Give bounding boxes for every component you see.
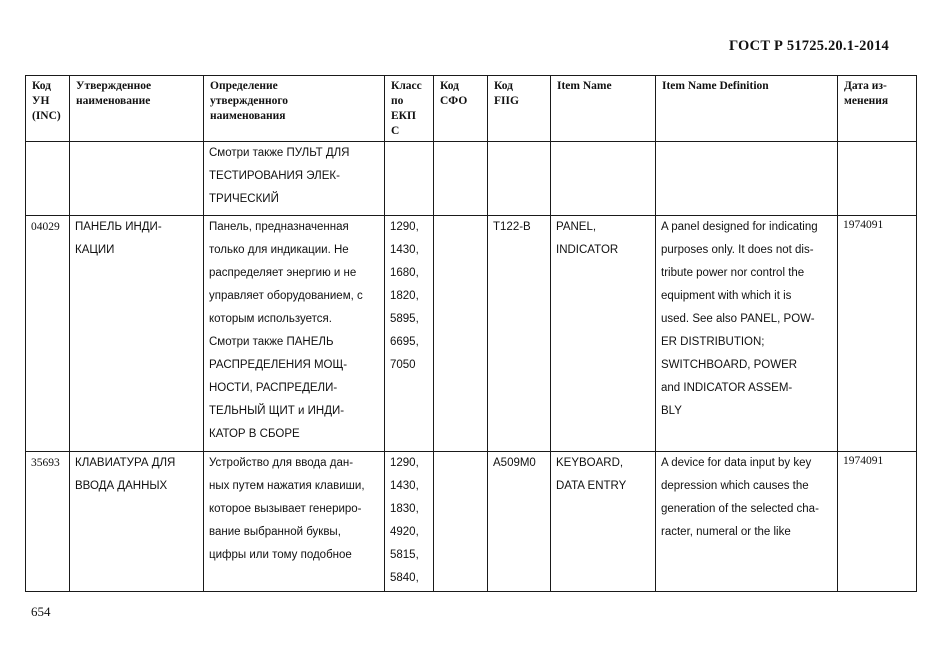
cell-text-line: КАЦИИ	[75, 244, 115, 256]
cell-text-line: depression which causes the	[661, 480, 809, 492]
cell-text-line: 1974091	[843, 219, 884, 231]
cell-text-line: наименования	[210, 110, 286, 122]
cell-text-line: purposes only. It does not dis-	[661, 244, 814, 256]
cell-text-line: 04029	[31, 221, 60, 233]
cell-text-line: по	[391, 95, 404, 107]
cell-text-line: цифры или тому подобное	[209, 549, 352, 561]
cell-item-definition	[656, 452, 838, 592]
cell-text-line: менения	[844, 95, 889, 107]
cell-text-line: 1430,	[390, 480, 419, 492]
cell-text-line: ER DISTRIBUTION;	[661, 336, 765, 348]
cell-text-line: 1820,	[390, 290, 419, 302]
cell-text-line: Код	[32, 80, 52, 92]
cell-classes	[385, 452, 434, 592]
cell-text-line: Смотри также ПАНЕЛЬ	[209, 336, 334, 348]
cell-text-line: SWITCHBOARD, POWER	[661, 359, 798, 371]
cell-text-line: equipment with which it is	[661, 290, 792, 302]
cell-item-definition	[656, 142, 838, 216]
cell-text-line: наименование	[76, 95, 151, 107]
cell-text-line: Смотри также ПУЛЬТ ДЛЯ	[209, 147, 350, 159]
cell-text-line: 1974091	[843, 455, 884, 467]
cell-text-line: которое вызывает генериро-	[209, 503, 362, 515]
cell-text-line: Дата из-	[844, 80, 887, 92]
cell-text-line: распределяет энергию и не	[209, 267, 357, 279]
cell-text-line: КАТОР В СБОРЕ	[209, 428, 300, 440]
cell-text-line: 1290,	[390, 221, 419, 233]
cell-fiig	[488, 216, 551, 452]
cell-code	[26, 142, 70, 216]
cell-text-line: A device for data input by key	[661, 457, 812, 469]
cell-text-line: PANEL,	[556, 221, 597, 233]
table-row	[26, 452, 917, 592]
cell-fiig	[488, 142, 551, 216]
cell-classes	[385, 216, 434, 452]
cell-text-line: DATA ENTRY	[556, 480, 627, 492]
cell-text-line: ТЕСТИРОВАНИЯ ЭЛЕК-	[209, 170, 340, 182]
cell-name	[70, 142, 204, 216]
col-header-class	[385, 76, 434, 142]
cell-text-line: generation of the selected cha-	[661, 503, 819, 515]
cell-text-line: KEYBOARD,	[556, 457, 624, 469]
cell-text-line: Код	[494, 80, 514, 92]
cell-text-line: 35693	[31, 457, 60, 469]
cell-text-line: Определение	[210, 80, 278, 92]
cell-text-line: FIIG	[494, 95, 519, 107]
cell-text-line: 1290,	[390, 457, 419, 469]
cell-text-line: утвержденного	[210, 95, 289, 107]
terms-table	[25, 75, 917, 592]
cell-fiig	[488, 452, 551, 592]
cell-text-line: НОСТИ, РАСПРЕДЕЛИ-	[209, 382, 338, 394]
cell-text-line: 5815,	[390, 549, 419, 561]
cell-text-line: tribute power nor control the	[661, 267, 805, 279]
cell-text-line: INDICATOR	[556, 244, 619, 256]
cell-definition	[204, 452, 385, 592]
cell-text-line: КЛАВИАТУРА ДЛЯ	[75, 457, 176, 469]
cell-text-line: ТЕЛЬНЫЙ ЩИТ и ИНДИ-	[209, 405, 345, 417]
cell-text-line: BLY	[661, 405, 682, 417]
col-header-approved-name	[70, 76, 204, 142]
cell-name	[70, 452, 204, 592]
cell-item-definition	[656, 216, 838, 452]
cell-date	[838, 452, 917, 592]
cell-text-line: A509M0	[493, 457, 536, 469]
cell-text-line: ПАНЕЛЬ ИНДИ-	[75, 221, 162, 233]
cell-sfo	[434, 216, 488, 452]
cell-text-line: 5840,	[390, 572, 419, 584]
cell-text-line: ных путем нажатия клавиши,	[209, 480, 365, 492]
cell-text-line: used. See also PANEL, POW-	[661, 313, 815, 325]
cell-text-line: управляет оборудованием, с	[209, 290, 363, 302]
cell-text-line: racter, numeral or the like	[661, 526, 791, 538]
cell-text-line: Item Name Definition	[662, 80, 769, 92]
cell-classes	[385, 142, 434, 216]
cell-text-line: только для индикации. Не	[209, 244, 349, 256]
cell-text-line: ВВОДА ДАННЫХ	[75, 480, 168, 492]
cell-item-name	[551, 216, 656, 452]
cell-text-line: (INC)	[32, 110, 61, 122]
cell-text-line: вание выбранной буквы,	[209, 526, 341, 538]
cell-text-line: 1830,	[390, 503, 419, 515]
cell-text-line: ТРИЧЕСКИЙ	[209, 193, 279, 205]
cell-text-line: A panel designed for indicating	[661, 221, 818, 233]
col-header-item-definition	[656, 76, 838, 142]
cell-date	[838, 142, 917, 216]
cell-name	[70, 216, 204, 452]
cell-text-line: 5895,	[390, 313, 419, 325]
cell-item-name	[551, 452, 656, 592]
table-row	[26, 142, 917, 216]
cell-code	[26, 216, 70, 452]
cell-text-line: T122-B	[493, 221, 531, 233]
table-header-row	[26, 76, 917, 142]
cell-code	[26, 452, 70, 592]
cell-definition	[204, 142, 385, 216]
cell-text-line: УН	[32, 95, 50, 107]
cell-text-line: Панель, предназначенная	[209, 221, 349, 233]
standard-header: ГОСТ Р 51725.20.1-2014	[728, 38, 889, 54]
cell-text-line: которым используется.	[209, 313, 332, 325]
col-header-definition	[204, 76, 385, 142]
cell-text-line: 1680,	[390, 267, 419, 279]
cell-text-line: Код	[440, 80, 460, 92]
cell-date	[838, 216, 917, 452]
cell-sfo	[434, 142, 488, 216]
cell-text-line: РАСПРЕДЕЛЕНИЯ МОЩ-	[209, 359, 348, 371]
col-header-item-name	[551, 76, 656, 142]
cell-text-line: ЕКП	[391, 110, 416, 122]
page-number: 654	[31, 604, 51, 619]
cell-text-line: Утвержденное	[76, 80, 152, 92]
cell-text-line: СФО	[440, 95, 468, 107]
cell-text-line: Item Name	[557, 80, 612, 92]
cell-definition	[204, 216, 385, 452]
col-header-inc	[26, 76, 70, 142]
cell-text-line: 4920,	[390, 526, 419, 538]
cell-sfo	[434, 452, 488, 592]
cell-item-name	[551, 142, 656, 216]
col-header-change-date	[838, 76, 917, 142]
cell-text-line: 1430,	[390, 244, 419, 256]
cell-text-line: and INDICATOR ASSEM-	[661, 382, 793, 394]
table-row	[26, 216, 917, 452]
cell-text-line: С	[391, 125, 400, 137]
cell-text-line: 6695,	[390, 336, 419, 348]
col-header-sfo	[434, 76, 488, 142]
col-header-fiig	[488, 76, 551, 142]
cell-text-line: 7050	[390, 359, 416, 371]
cell-text-line: Устройство для ввода дан-	[209, 457, 354, 469]
cell-text-line: Класс	[391, 80, 422, 92]
